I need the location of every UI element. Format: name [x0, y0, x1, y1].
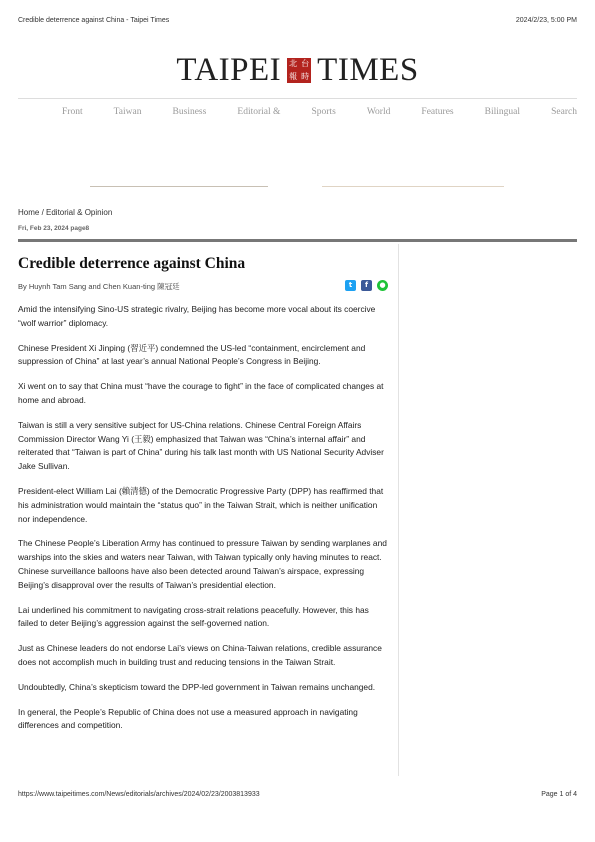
nav-item-features[interactable]: Features	[421, 107, 454, 117]
nav-item-sports[interactable]: Sports	[311, 107, 336, 117]
nav-item-business[interactable]: Business	[172, 107, 207, 117]
article-paragraph: President-elect William Lai (賴清德) of the Democratic Progressive Party (DPP) has reaffirmed that his administration would maintain the “status quo” in the Taiwan Strait, which is neither unification nor independence.	[18, 485, 384, 524]
print-page-number: Page 1 of 4	[541, 791, 577, 798]
seal-char: 報	[289, 71, 298, 81]
twitter-icon[interactable]: t	[345, 280, 356, 291]
line-icon[interactable]: ●	[377, 280, 388, 291]
main-nav	[62, 107, 577, 117]
article-byline: By Huynh Tam Sang and Chen Kuan-ting 陳冠廷	[18, 282, 180, 291]
share-buttons	[345, 280, 388, 291]
article-paragraph: Amid the intensifying Sino-US strategic rivalry, Beijing has become more vocal about its coercive “wolf warrior” diplomacy.	[18, 304, 376, 328]
nav-item-world[interactable]: World	[366, 107, 391, 117]
logo-seal-icon	[287, 58, 311, 83]
nav-item-editorial[interactable]: Editorial &	[237, 107, 281, 117]
print-header	[18, 17, 577, 24]
nav-item-front[interactable]: Front	[62, 107, 83, 117]
nav-item-taiwan[interactable]: Taiwan	[113, 107, 142, 117]
article-paragraph: Taiwan is still a very sensitive subject for US-China relations. Chinese Central Foreign Affairs Commission Director Wang Yi (王毅) emphasized that Taiwan was “China’s internal affair” and reiterated that “Taiwan is part of China” during his talk last month with US National Security Adviser Jake Sullivan.	[18, 419, 384, 472]
article-paragraph: Chinese President Xi Jinping (習近平) condemned the US-led “containment, encirclement and suppression of China” at last year’s annual National People’s Congress in Beijing.	[18, 342, 366, 367]
nav-divider	[18, 98, 577, 99]
article-paragraph: In general, the People’s Republic of China does not use a measured approach in navigating differences and competition.	[18, 706, 358, 731]
ad-placeholder-line	[90, 186, 268, 187]
article-paragraph: Xi went on to say that China must “have the courage to fight” in the face of complicated changes at home and abroad.	[18, 381, 384, 405]
nav-item-bilingual[interactable]: Bilingual	[484, 107, 521, 117]
ad-placeholder-line	[322, 186, 504, 187]
article-date: Fri, Feb 23, 2024 page8	[18, 225, 90, 232]
print-footer	[18, 791, 577, 798]
article-paragraph: Just as Chinese leaders do not endorse Lai’s views on China-Taiwan relations, credible assurance does not accomplish much in building trust and reducing tensions in the Taiwan Strait.	[18, 643, 382, 667]
print-url: https://www.taipeitimes.com/News/editorials/archives/2024/02/23/2003813933	[18, 791, 260, 798]
article-paragraph: The Chinese People’s Liberation Army has continued to pressure Taiwan by sending warplanes and warships into the skies and waters near Taiwan, with Taiwan typically only having minutes to react. Chinese surveillance balloons have also been detected around Taiwan’s airspace, expressing Beijing’s disapproval over the results of Taiwan’s presidential election.	[18, 538, 387, 590]
breadcrumb[interactable]: Home / Editorial & Opinion	[18, 208, 113, 217]
column-divider	[398, 244, 399, 776]
article-paragraph: Lai underlined his commitment to navigating cross-strait relations peacefully. However, this has failed to deter Beijing’s aggression against the self-governed nation.	[18, 604, 369, 629]
seal-char: 北	[289, 59, 298, 68]
print-timestamp: 2024/2/23, 5:00 PM	[515, 17, 577, 24]
section-rule	[18, 239, 577, 242]
article-body	[18, 303, 390, 744]
nav-item-search[interactable]: Search	[551, 107, 577, 117]
facebook-icon[interactable]: f	[361, 280, 372, 291]
taipei-times-logo[interactable]	[0, 54, 595, 87]
logo-word-left: TAIPEI	[176, 52, 282, 88]
seal-char: 時	[301, 71, 310, 81]
seal-char: 台	[301, 59, 310, 68]
article-paragraph: Undoubtedly, China’s skepticism toward the DPP-led government in Taiwan remains unchanged.	[18, 681, 376, 692]
print-page-title: Credible deterrence against China - Taipei Times	[18, 17, 170, 24]
logo-word-right: TIMES	[317, 52, 419, 88]
article-title: Credible deterrence against China	[18, 255, 246, 272]
